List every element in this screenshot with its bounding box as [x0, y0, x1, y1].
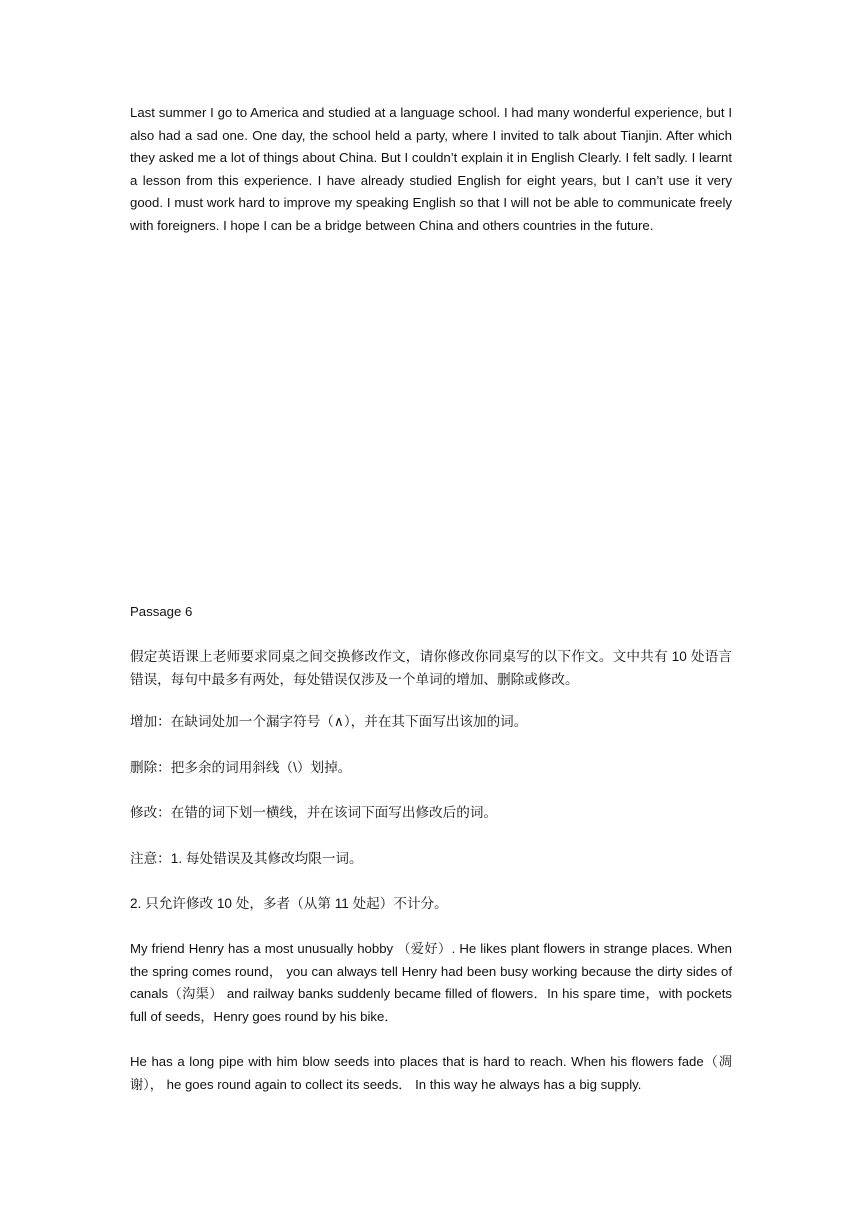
- essay-paragraph-1: My friend Henry has a most unusually hobby （爱好）. He likes plant flowers in strange places. When the spring comes round， you can always tell Henry had been busy working because the dirty sides of canals（沟渠） and railway banks suddenly became filled of flowers．In his spare time，with pockets full of seeds，Henry goes round by his bike．: [130, 941, 732, 1024]
- modify-rule: 修改：在错的词下划一横线，并在该词下面写出修改后的词。: [130, 805, 498, 820]
- passage-5-paragraph: Last summer I go to America and studied at a language school. I had many wonderful experience, but I also had a sad one. One day, the school held a party, where I invited to talk about Tianjin. After which they asked me a lot of things about China. But I couldn’t explain it in English Clearly. I felt sadly. I learnt a lesson from this experience. I have already studied English for eight years, but I can’t use it very good. I must work hard to improve my speaking English so that I will not be able to communicate freely with foreigners. I hope I can be a bridge between China and others countries in the future.: [130, 105, 732, 233]
- delete-rule: 删除：把多余的词用斜线（\）划掉。: [130, 760, 352, 775]
- note-1: 注意：1. 每处错误及其修改均限一词。: [130, 851, 363, 866]
- note-2: 2. 只允许修改 10 处，多者（从第 11 处起）不计分。: [130, 896, 448, 911]
- instruction-paragraph: 假定英语课上老师要求同桌之间交换修改作文，请你修改你同桌写的以下作文。文中共有 10 处语言错误，每句中最多有两处，每处错误仅涉及一个单词的增加、删除或修改。: [130, 649, 732, 687]
- passage-title: Passage 6: [130, 604, 193, 619]
- essay-paragraph-2: He has a long pipe with him blow seeds into places that is hard to reach. When his flowers fade（凋谢）， he goes round again to collect its seeds． In this way he always has a big supply.: [130, 1054, 732, 1092]
- add-rule: 增加：在缺词处加一个漏字符号（∧），并在其下面写出该加的词。: [130, 714, 528, 729]
